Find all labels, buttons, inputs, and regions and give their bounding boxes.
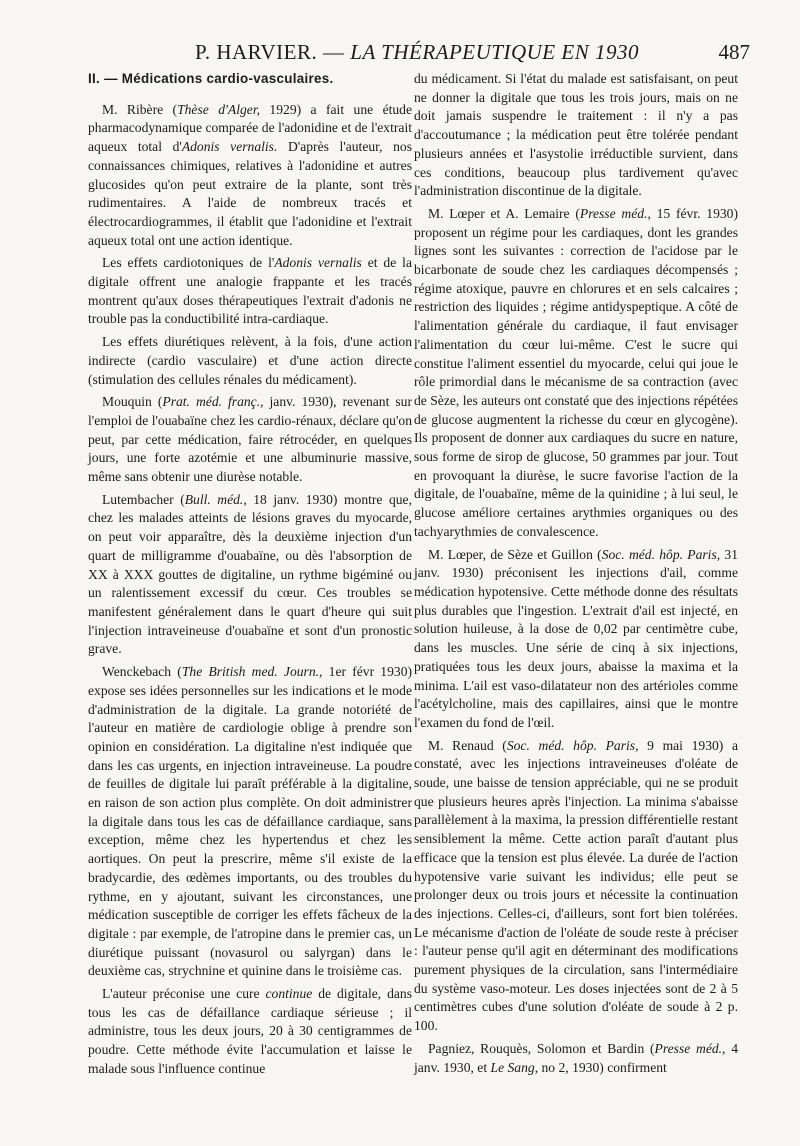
citation: Prat. méd. franç., bbox=[162, 394, 264, 410]
left-column bbox=[88, 70, 412, 1083]
paragraph-ribere: M. Ribère (Thèse d'Alger, 1929) a fait une étude pharmacodynamique comparée de l'adonidine et de l'extrait aqueux total d'Adonis vernalis. D'après l'auteur, nos connaissances chimiques, relatives à l'adonidine et autres glucosides qu'on peut extraire de la plante, sont très rudimentaires. A l'aide de nombreux tracés et électrocardiogrammes, il établit que l'adonidine et l'extrait aqueux total ont une action identique. bbox=[88, 101, 413, 248]
citation: The British med. Journ., bbox=[181, 664, 323, 680]
paragraph-continuation: du médicament. Si l'état du malade est satisfaisant, on peut ne donner la digitale que tous les trois jours, mais on ne doit jamais suspendre le traitement : il n'y a pas d'accoutumance ; la médication peut être tolérée pendant plusieurs années et l'asystolie irréductible survient, dans ces conditions, beaucoup plus tardivement qu'avec l'administration discontinue de la digitale. bbox=[414, 71, 738, 199]
running-title bbox=[195, 40, 639, 65]
citation: Bull. méd., bbox=[184, 491, 247, 507]
citation: Soc. méd. hôp. Paris, bbox=[601, 546, 721, 562]
emphasis: continue bbox=[265, 986, 313, 1002]
header-dash: — bbox=[317, 40, 351, 64]
paragraph-cure-continue: L'auteur préconise une cure continue de digitale, dans tous les cas de défaillance cardiaque sérieuse ; il administre, tous les deux jours, 20 à 30 centigrammes de poudre. Cette méthode évite l'accumulation et laisse le malade sous l'influence continue bbox=[88, 986, 412, 1076]
section-heading: II. — Médications cardio-vasculaires. bbox=[88, 71, 334, 86]
header-author: P. HARVIER. bbox=[195, 40, 318, 64]
running-header bbox=[40, 40, 750, 70]
citation: Soc. méd. hôp. Paris, bbox=[506, 737, 639, 753]
paragraph-loeper-lemaire: M. Lœper et A. Lemaire (Presse méd., 15 févr. 1930) proposent un régime pour les cardiaques, dont les grandes lignes sont les suivantes : correction de l'acidose par le bicarbonate de soude chez les cardiaques décompensés ; régime atoxique, pauvre en chlorures et en sels calcaires ; restriction des liquides ; régime antidyspeptique. A côté de l'alimentation générale du cardiaque, il faut envisager l'alimentation du cœur lui-même. C'est le sucre qui constitue l'aliment essentiel du myocarde, celui qui joue le rôle primordial dans le mécanisme de sa contraction (avec de Sèze, les auteurs ont constaté que des injections répétées de glucose augmentent la richesse du cœur en glycogène). Ils proposent de donner aux cardiaques du sucre en nature, sous forme de sirop de glucose, 50 grammes par jour. Tout en provoquant la diurèse, le sucre favorise l'action de la digitale, de l'ouabaïne, même de la quinidine ; à lui seul, le glucose améliore certaines arythmies organiques ou des tachyarythmies de convalescence. bbox=[414, 205, 738, 539]
header-title: LA THÉRAPEUTIQUE EN 1930 bbox=[350, 40, 639, 64]
citation: Presse méd., bbox=[654, 1040, 726, 1056]
citation: Adonis vernalis. bbox=[181, 139, 278, 155]
right-column bbox=[414, 70, 738, 1081]
paragraph-wenckebach: Wenckebach (The British med. Journ., 1er févr 1930) expose ses idées personnelles sur les indications et le mode d'administration de la digitale. La grande notoriété de l'auteur en matière de cardiologie oblige à prendre son opinion en considération. La digitaline n'est indiquée que dans les cas urgents, en injection intraveineuse. La poudre de feuilles de digitale lui paraît préférable à la digitaline, en raison de son action plus complète. On doit administrer la digitale dans tous les cas de défaillance cardiaque, sans exception, même chez les hypertendus et chez les aortiques. On peut la prescrire, même s'il existe de la bradycardie, des œdèmes importants, ou des troubles du rythme, en y ajoutant, suivant les circonstances, une médication susceptible de corriger les effets fâcheux de la digitale : par exemple, de l'atropine dans le premier cas, un diurétique puissant (novasurol ou salyrgan) dans le deuxième cas, strychnine et quinine dans le troisième cas. bbox=[88, 664, 413, 979]
citation: Thèse d'Alger, bbox=[177, 101, 261, 117]
paragraph-mouquin: Mouquin (Prat. méd. franç., janv. 1930), revenant sur l'emploi de l'ouabaïne chez les cardio-rénaux, déclare qu'on peut, par cette médication, faire rétrocéder, en quelques jours, une forte azotémie et une albuminurie massive, même sans obtenir une diurèse notable. bbox=[88, 394, 412, 485]
citation: Presse méd., bbox=[579, 205, 651, 221]
paragraph-diuretic: Les effets diurétiques relèvent, à la fois, d'une action indirecte (cardio vasculaire) et d'une action directe (stimulation des cellules rénales du médicament). bbox=[88, 334, 412, 387]
paragraph-renaud: M. Renaud (Soc. méd. hôp. Paris, 9 mai 1930) a constaté, avec les injections intraveineuses d'oléate de soude, une baisse de tension appréciable, qui ne se produit que plusieurs heures après l'injection. La minima s'abaisse parallèlement à la maxima, la pression différentielle restant sensiblement la même. Cette action paraît d'autant plus efficace que la tension est plus élevée. La durée de l'action hypotensive varie suivant les individus; elle peut se prolonger deux ou trois jours et nécessite la continuation des injections. Celles-ci, d'ailleurs, sont fort bien tolérées. Le mécanisme d'action de l'oléate de soude reste à préciser : l'auteur pense qu'il agit en déterminant des modifications purement physiques de la circulation, sans l'intermédiaire du système vaso-moteur. Les doses injectées sont de 2 à 5 centimètres cubes d'une solution d'oléate de soude à 2 p. 100. bbox=[414, 737, 738, 1034]
paragraph-loeper-seze-guillon: M. Lœper, de Sèze et Guillon (Soc. méd. hôp. Paris, 31 janv. 1930) préconisent les injections d'ail, comme médication hypotensive. Cette méthode donne des résultats plus durables que l'ingestion. L'extrait d'ail est injecté, en solution huileuse, à la dose de 0,02 par centimètre cube, dans les muscles. Une série de cinq à six injections, pratiquées tous les deux jours, abaisse la maxima et la minima. L'ail est vaso-dilatateur non des artérioles comme l'acétylcholine, mais des capillaires, ainsi que le montre l'examen du fond de l'œil. bbox=[414, 546, 738, 730]
citation: Adonis vernalis bbox=[274, 255, 362, 271]
paragraph-adonis: Les effets cardiotoniques de l'Adonis vernalis et de la digitale offrent une analogie frappante et les tracés montrent qu'aux doses thérapeutiques l'extrait d'adonis ne trouble pas la conductibilité intra-cardiaque. bbox=[88, 255, 412, 327]
paragraph-lutembacher: Lutembacher (Bull. méd., 18 janv. 1930) montre que, chez les malades atteints de lésions graves du myocarde, on peut voir apparaître, dès la deuxième injection d'un quart de milligramme d'ouabaïne, ou dès l'absorption de XX à XXX gouttes de digitaline, un rythme bigéminé ou un ralentissement excessif du cœur. Ces troubles se manifestent généralement dans le quart d'heure qui suit l'injection intraveineuse d'ouabaïne et sont d'un pronostic grave. bbox=[88, 491, 412, 657]
paragraph-pagniez: Pagniez, Rouquès, Solomon et Bardin (Presse méd., 4 janv. 1930, et Le Sang, no 2, 1930) confirment bbox=[414, 1040, 738, 1075]
page-number: 487 bbox=[718, 40, 750, 64]
citation: Le Sang, bbox=[490, 1059, 539, 1075]
